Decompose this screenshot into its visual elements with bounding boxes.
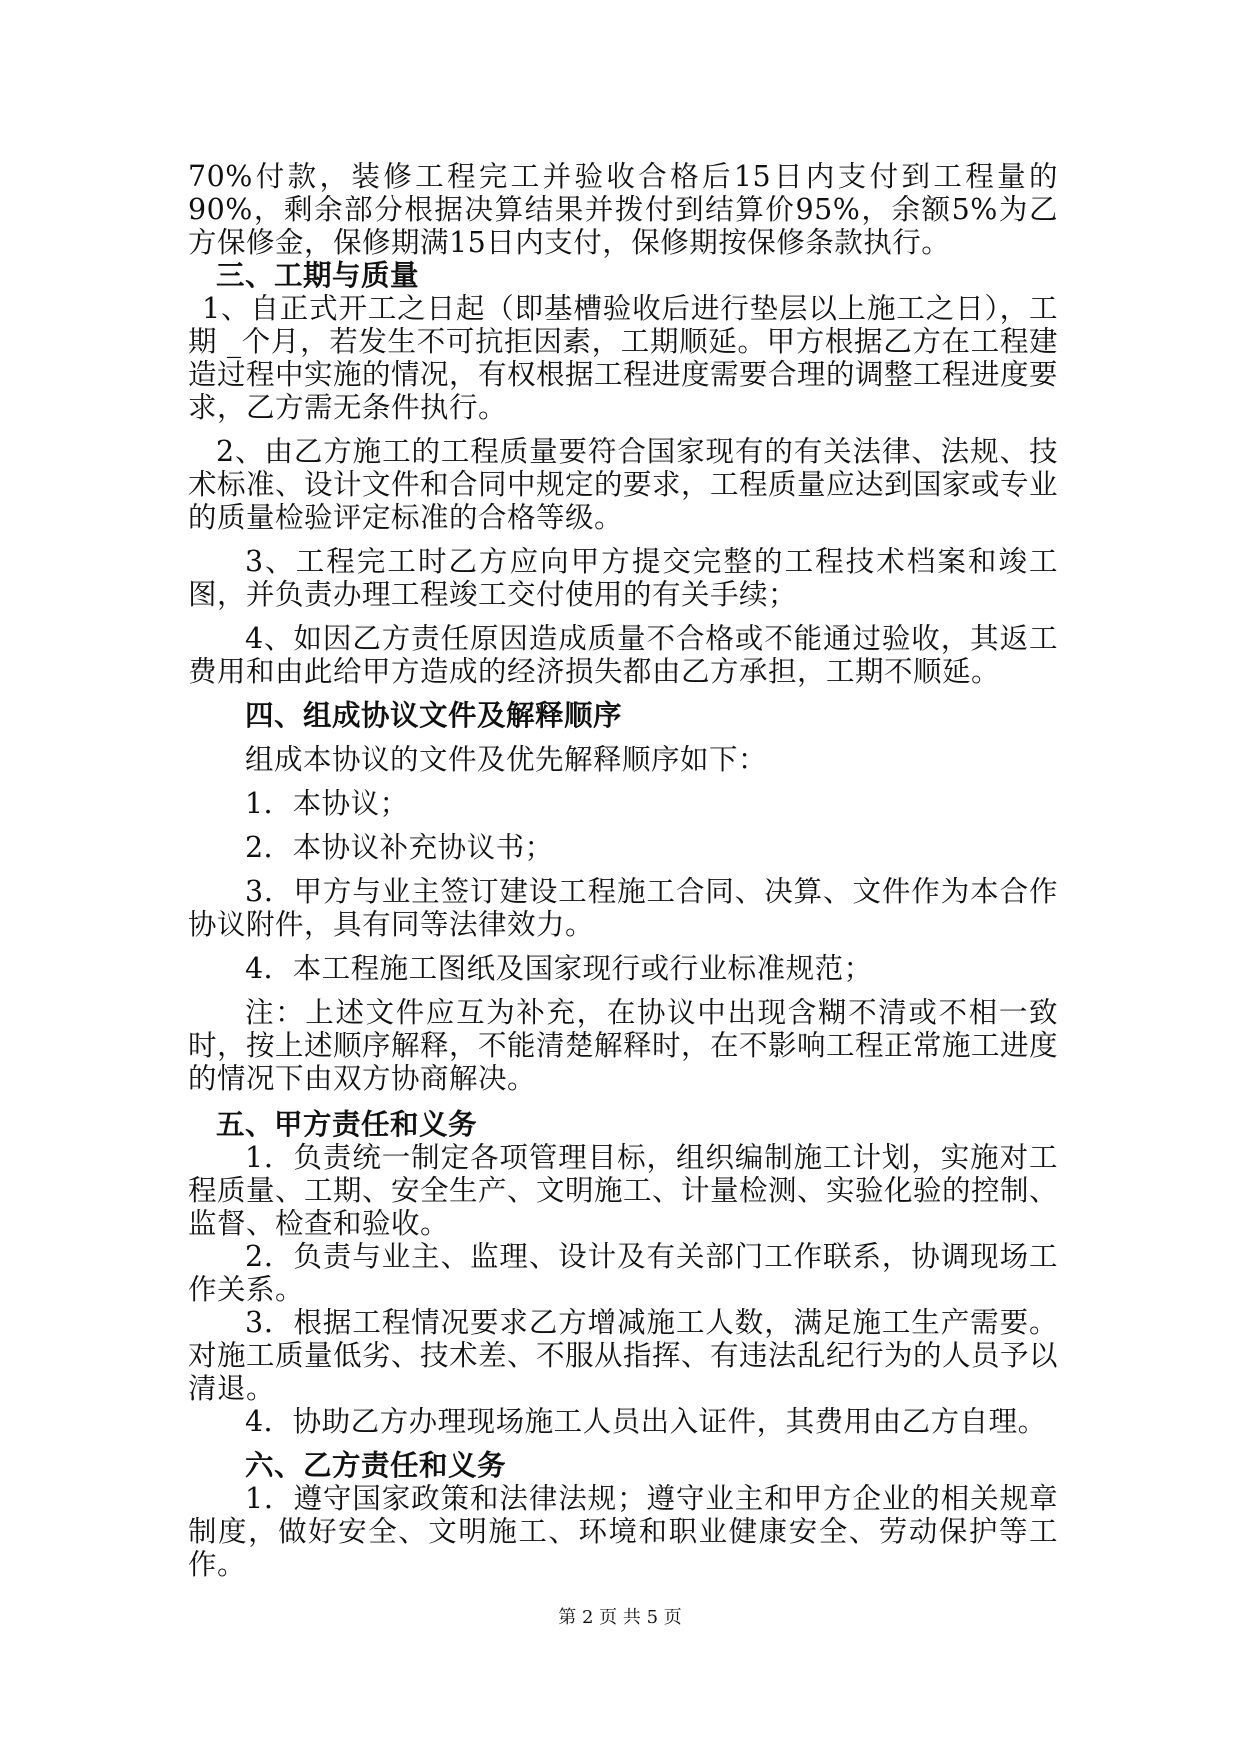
section-heading-schedule-quality: 三、工期与质量 — [216, 258, 420, 292]
page-number-footer: 第 2 页 共 5 页 — [558, 1607, 682, 1628]
paragraph-document-item-1: 1．本协议； — [245, 787, 409, 820]
paragraph-quality-3: 3、工程完工时乙方应向甲方提交完整的工程技术档案和竣工图，并负责办理工程竣工交付使用的有关手续； — [188, 545, 1058, 611]
paragraph-quality-2: 2、由乙方施工的工程质量要符合国家现有的有关法律、法规、技术标准、设计文件和合同中规定的要求，工程质量应达到国家或专业的质量检验评定标准的合格等级。 — [188, 435, 1059, 534]
paragraph-quality-4: 4、如因乙方责任原因造成质量不合格或不能通过验收，其返工费用和由此给甲方造成的经济损失都由乙方承担，工期不顺延。 — [188, 622, 1058, 688]
document-body — [188, 160, 1058, 1581]
paragraph-document-item-4: 4．本工程施工图纸及国家现行或行业标准规范； — [245, 952, 873, 985]
paragraph-party-b-duty-1: 1．遵守国家政策和法律法规；遵守业主和甲方企业的相关规章制度，做好安全、文明施工、环境和职业健康安全、劳动保护等工作。 — [188, 1482, 1058, 1581]
paragraph-document-item-2: 2．本协议补充协议书； — [245, 831, 554, 864]
section-heading-documents-order: 四、组成协议文件及解释顺序 — [245, 698, 623, 732]
paragraph-party-a-duty-4: 4．协助乙方办理现场施工人员出入证件，其费用由乙方自理。 — [245, 1405, 1047, 1438]
paragraph-schedule-1: 1、自正式开工之日起（即基槽验收后进行垫层以上施工之日），工期 _个月，若发生不可抗拒因素，工期顺延。甲方根据乙方在工程建造过程中实施的情况，有权根据工程进度需要合理的调整工程进度要求，乙方需无条件执行。 — [188, 292, 1059, 424]
section-heading-party-b-duties: 六、乙方责任和义务 — [245, 1448, 507, 1482]
section-heading-party-a-duties: 五、甲方责任和义务 — [216, 1107, 478, 1141]
paragraph-payment-terms: 70%付款，装修工程完工并验收合格后15日内支付到工程量的90%，剩余部分根据决算结果并拨付到结算价95%，余额5%为乙方保修金，保修期满15日内支付，保修期按保修条款执行。 — [188, 160, 1058, 259]
paragraph-documents-note: 注：上述文件应互为补充，在协议中出现含糊不清或不相一致时，按上述顺序解释，不能清楚解释时，在不影响工程正常施工进度的情况下由双方协商解决。 — [188, 996, 1059, 1095]
paragraph-document-item-3: 3．甲方与业主签订建设工程施工合同、决算、文件作为本合作协议附件，具有同等法律效力。 — [188, 875, 1058, 941]
paragraph-documents-intro: 组成本协议的文件及优先解释顺序如下： — [245, 743, 768, 776]
paragraph-party-a-duty-2: 2．负责与业主、监理、设计及有关部门工作联系，协调现场工作关系。 — [188, 1240, 1058, 1306]
paragraph-party-a-duty-1: 1．负责统一制定各项管理目标，组织编制施工计划，实施对工程质量、工期、安全生产、文明施工、计量检测、实验化验的控制、监督、检查和验收。 — [188, 1141, 1059, 1240]
paragraph-party-a-duty-3: 3．根据工程情况要求乙方增减施工人数，满足施工生产需要。对施工质量低劣、技术差、不服从指挥、有违法乱纪行为的人员予以清退。 — [188, 1306, 1059, 1405]
